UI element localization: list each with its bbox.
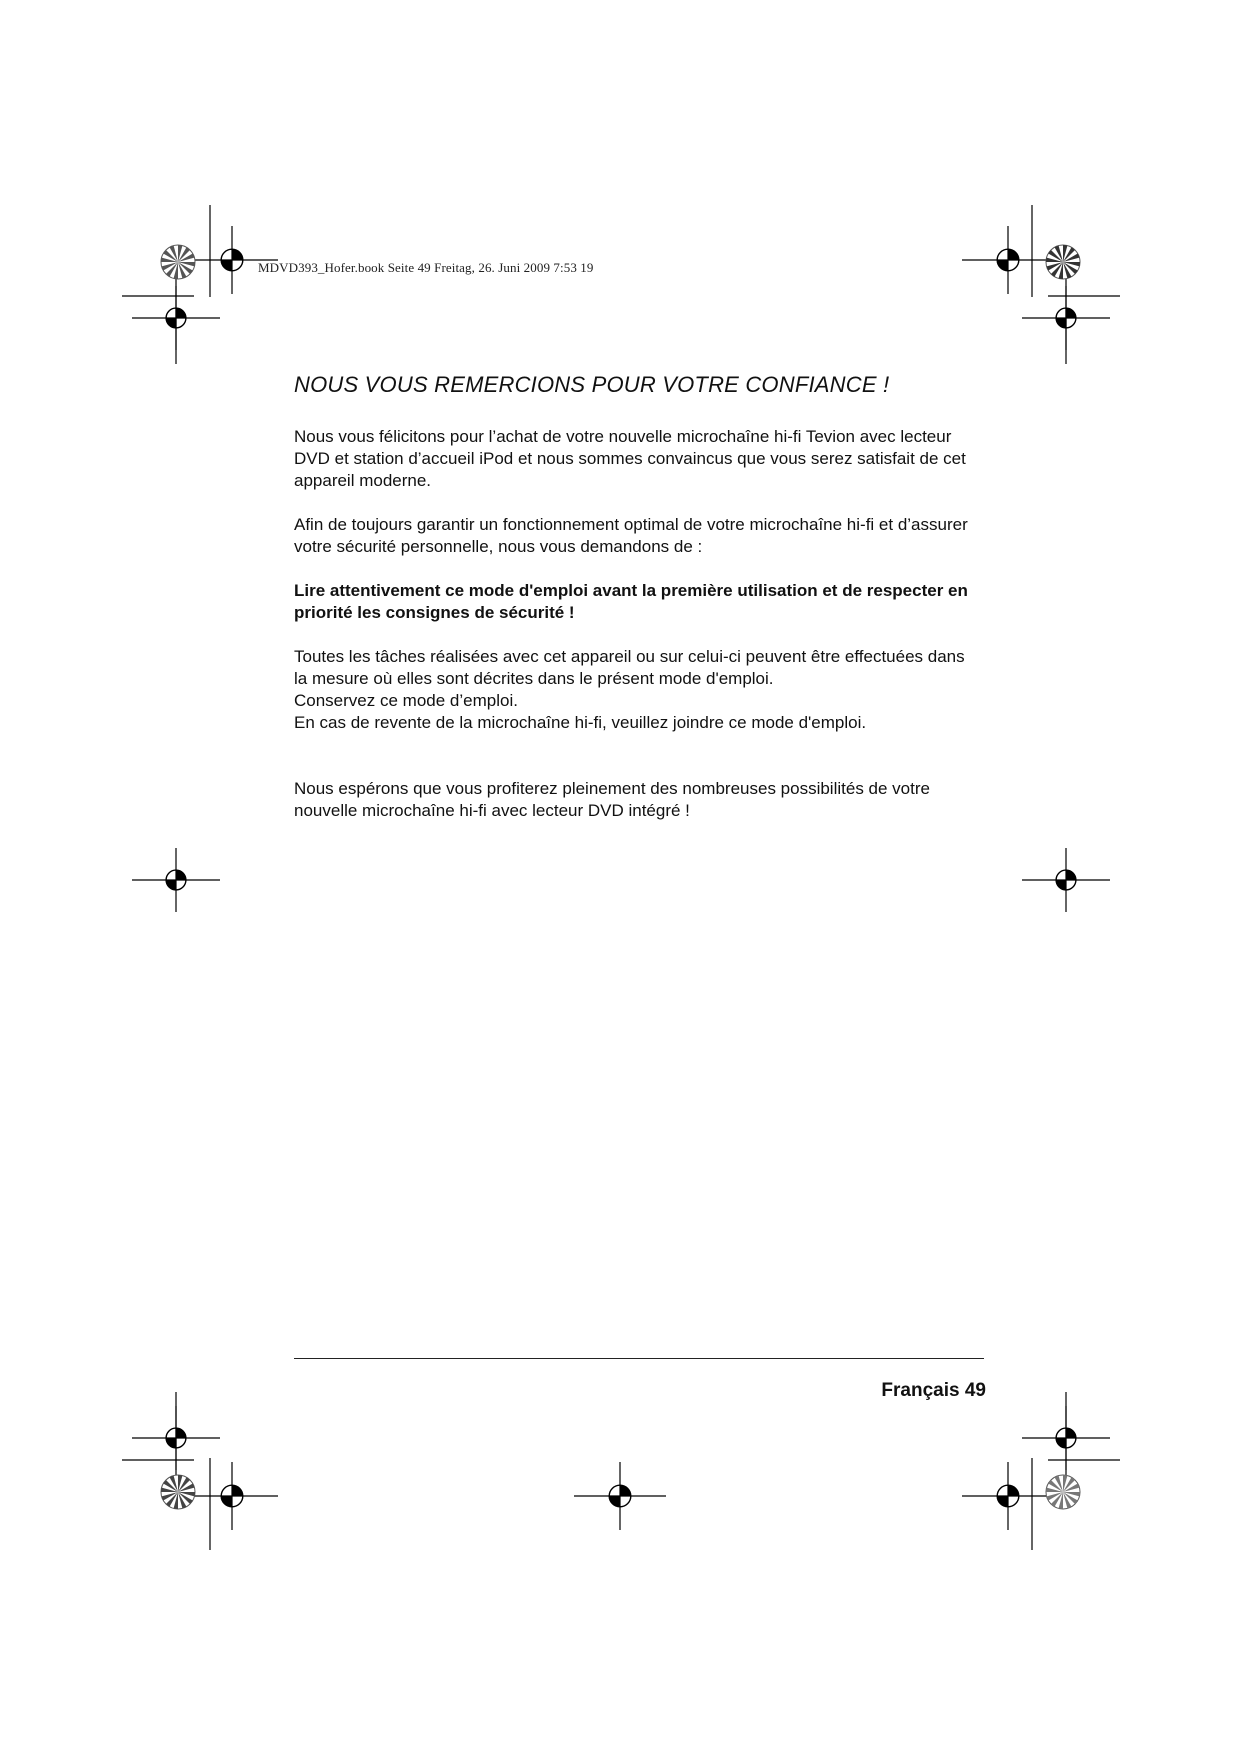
text-line: DVD et station d’accueil iPod et nous sommes convaincus que vous serez satisfait de cet [294, 449, 966, 468]
color-wheel-icon [1046, 245, 1080, 279]
page-content [294, 370, 984, 844]
color-wheel-icon [161, 1475, 195, 1509]
text-line: votre sécurité personnelle, nous vous demandons de : [294, 537, 703, 556]
registration-target-icon [1022, 848, 1110, 912]
registration-target-icon [962, 1462, 1054, 1530]
registration-target-icon [574, 1462, 666, 1530]
text-line: Lire attentivement ce mode d'emploi avant la première utilisation et de respecter en [294, 581, 968, 600]
page-number-label: Français 49 [881, 1380, 986, 1401]
text-line: nouvelle microchaîne hi-fi avec lecteur DVD intégré ! [294, 801, 690, 820]
paragraph-request [294, 514, 984, 558]
color-wheel-icon [1046, 1475, 1080, 1509]
paragraph-safety-warning [294, 580, 984, 624]
text-line: la mesure où elles sont décrites dans le présent mode d'emploi. [294, 669, 774, 688]
paragraph-closing [294, 778, 984, 822]
text-line: Nous vous félicitons pour l’achat de votre nouvelle microchaîne hi-fi Tevion avec lecteur [294, 427, 952, 446]
paragraph-intro [294, 426, 984, 492]
text-line: Afin de toujours garantir un fonctionnement optimal de votre microchaîne hi-fi et d’assurer [294, 515, 968, 534]
registration-target-icon [186, 1462, 278, 1530]
registration-target-icon [962, 226, 1054, 294]
footer-rule [294, 1358, 984, 1359]
text-line: Toutes les tâches réalisées avec cet appareil ou sur celui-ci peuvent être effectuées dans [294, 647, 965, 666]
print-slug: MDVD393_Hofer.book Seite 49 Freitag, 26. Juni 2009 7:53 19 [258, 260, 594, 275]
text-line: Nous espérons que vous profiterez pleinement des nombreuses possibilités de votre [294, 779, 930, 798]
paragraph-usage-notes [294, 646, 984, 734]
text-line: appareil moderne. [294, 471, 432, 490]
text-line: Conservez ce mode d’emploi. [294, 691, 518, 710]
color-wheel-icon [161, 245, 195, 279]
text-line: En cas de revente de la microchaîne hi-fi, veuillez joindre ce mode d'emploi. [294, 713, 867, 732]
text-line: priorité les consignes de sécurité ! [294, 603, 575, 622]
registration-target-icon [132, 848, 220, 912]
page-title: NOUS VOUS REMERCIONS POUR VOTRE CONFIANCE ! [294, 372, 890, 397]
